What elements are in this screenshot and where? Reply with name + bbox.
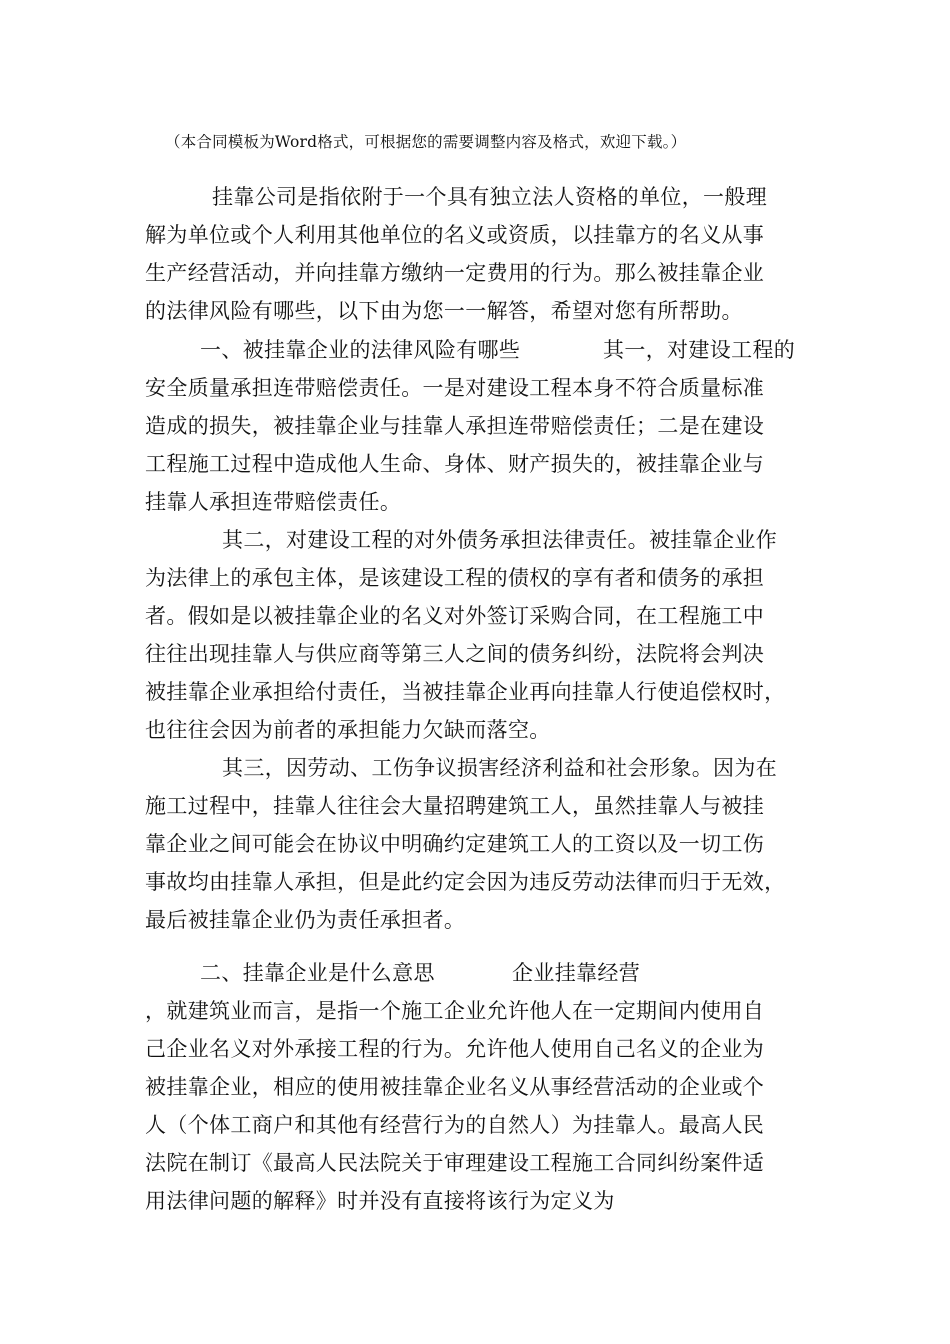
paragraph-risk-2-line-5: 被挂靠企业承担给付责任，当被挂靠企业再向挂靠人行使追偿权时， xyxy=(145,680,786,704)
paragraph-risk-1-line-1: 其一，对建设工程的 xyxy=(603,338,796,362)
paragraph-risk-2-line-2: 为法律上的承包主体，是该建设工程的债权的享有者和债务的承担 xyxy=(145,566,765,590)
paragraph-risk-2-line-4: 往往出现挂靠人与供应商等第三人之间的债务纠纷，法院将会判决 xyxy=(145,642,765,666)
paragraph-risk-1-line-3: 造成的损失，被挂靠企业与挂靠人承担连带赔偿责任；二是在建设 xyxy=(145,414,765,438)
paragraph-definition-line-1: 企业挂靠经营 xyxy=(512,961,641,985)
paragraph-intro-line-1: 挂靠公司是指依附于一个具有独立法人资格的单位，一般理 xyxy=(212,185,768,209)
section-heading-2: 二、挂靠企业是什么意思 xyxy=(200,961,435,985)
paragraph-risk-1-line-4: 工程施工过程中造成他人生命、身体、财产损失的，被挂靠企业与 xyxy=(145,452,765,476)
paragraph-risk-2-line-3: 者。假如是以被挂靠企业的名义对外签订采购合同，在工程施工中 xyxy=(145,604,765,628)
paragraph-definition-line-2: ，就建筑业而言，是指一个施工企业允许他人在一定期间内使用自 xyxy=(145,999,765,1023)
section-heading-1: 一、被挂靠企业的法律风险有哪些 xyxy=(200,338,521,362)
paragraph-risk-3-line-3: 靠企业之间可能会在协议中明确约定建筑工人的工资以及一切工伤 xyxy=(145,832,765,856)
paragraph-definition-line-6: 法院在制订《最高人民法院关于审理建设工程施工合同纠纷案件适 xyxy=(145,1151,765,1175)
paragraph-intro-line-3: 生产经营活动，并向挂靠方缴纳一定费用的行为。那么被挂靠企业 xyxy=(145,261,765,285)
paragraph-risk-3-line-5: 最后被挂靠企业仍为责任承担者。 xyxy=(145,908,466,932)
paragraph-risk-2-line-1: 其二，对建设工程的对外债务承担法律责任。被挂靠企业作 xyxy=(222,528,778,552)
paragraph-definition-line-5: 人（个体工商户和其他有经营行为的自然人）为挂靠人。最高人民 xyxy=(145,1113,765,1137)
paragraph-risk-1-line-5: 挂靠人承担连带赔偿责任。 xyxy=(145,490,402,514)
paragraph-intro-line-4: 的法律风险有哪些，以下由为您一一解答，希望对您有所帮助。 xyxy=(145,299,743,323)
paragraph-definition-line-7: 用法律问题的解释》时并没有直接将该行为定义为 xyxy=(145,1189,615,1213)
paragraph-risk-3-line-4: 事故均由挂靠人承担，但是此约定会因为违反劳动法律而归于无效， xyxy=(145,870,786,894)
paragraph-risk-1-line-2: 安全质量承担连带赔偿责任。一是对建设工程本身不符合质量标准 xyxy=(145,376,765,400)
paragraph-risk-3-line-1: 其三，因劳动、工伤争议损害经济利益和社会形象。因为在 xyxy=(222,756,778,780)
template-note: （本合同模板为Word格式，可根据您的需要调整内容及格式，欢迎下载。） xyxy=(165,133,687,151)
paragraph-intro-line-2: 解为单位或个人利用其他单位的名义或资质，以挂靠方的名义从事 xyxy=(145,223,765,247)
paragraph-risk-3-line-2: 施工过程中，挂靠人往往会大量招聘建筑工人，虽然挂靠人与被挂 xyxy=(145,794,765,818)
paragraph-definition-line-3: 己企业名义对外承接工程的行为。允许他人使用自己名义的企业为 xyxy=(145,1037,765,1061)
paragraph-definition-line-4: 被挂靠企业，相应的使用被挂靠企业名义从事经营活动的企业或个 xyxy=(145,1075,765,1099)
paragraph-risk-2-line-6: 也往往会因为前者的承担能力欠缺而落空。 xyxy=(145,718,551,742)
